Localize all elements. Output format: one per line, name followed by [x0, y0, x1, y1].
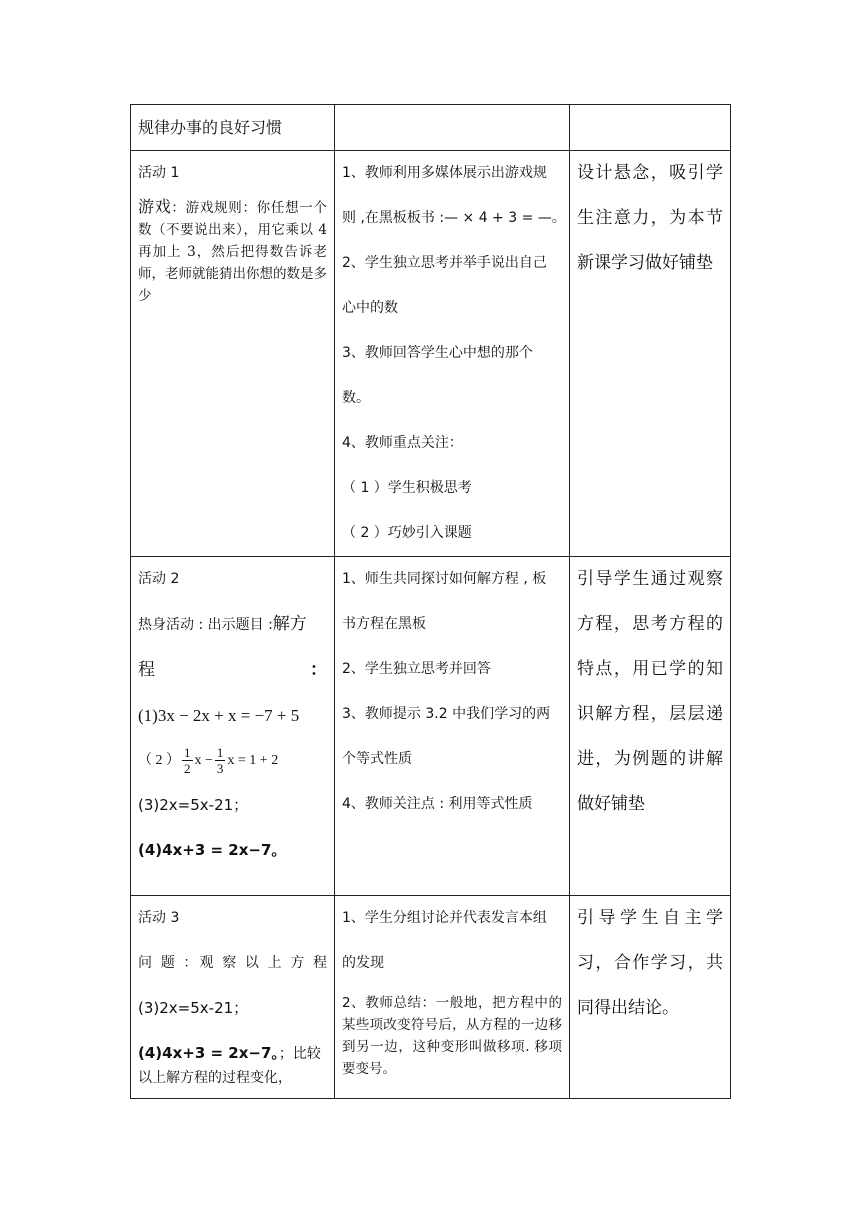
eq2-mid: x −	[194, 753, 213, 768]
task-colon: ：	[310, 660, 327, 680]
header-cell-empty	[570, 105, 731, 151]
teacher-step: 4、教师关注点 : 利用等式性质	[342, 796, 533, 812]
equation-3: (3)2x=5x-21；	[138, 999, 249, 1017]
header-topic: 规律办事的良好习惯	[138, 118, 283, 137]
eq2-suffix: x = 1 + 2	[227, 753, 279, 768]
activity1-teacher-cell	[335, 151, 570, 557]
activity2-cell	[131, 557, 335, 896]
task-word: 程	[138, 660, 230, 680]
activity3-teacher-cell	[335, 896, 570, 1099]
activity1-intent: 设计悬念，吸引学生注意力，为本节新课学习做好铺垫	[577, 163, 723, 273]
game-rules: ：游戏规则：你任想一个数（不要说出来），用它乘以 4 再加上 3，然后把得数告诉老师，老师就能猜出你想的数是多少	[138, 200, 327, 304]
teacher-step: 书方程在黑板	[342, 616, 426, 632]
teacher-step: 心中的数	[342, 300, 398, 316]
teacher-step: 2、学生独立思考并举手说出自己	[342, 255, 547, 271]
equation-3: (3)2x=5x-21；	[138, 796, 249, 814]
teacher-step: （ 1 ）学生积极思考	[342, 480, 472, 496]
activity3-intent: 引导学生自主学习，合作学习，共同得出结论。	[577, 908, 723, 1018]
teacher-step: （ 2 ）巧妙引入课题	[342, 525, 472, 541]
header-cell-topic	[131, 105, 335, 151]
activity3-compare	[138, 1041, 327, 1090]
equation-4: (4)4x+3 = 2x−7。	[138, 841, 287, 859]
header-cell-empty	[335, 105, 570, 151]
teacher-step: 1、师生共同探讨如何解方程 , 板	[342, 571, 547, 587]
activity3-question: 问 题 ：观 察 以 上 方 程	[138, 955, 327, 971]
activity1-title: 活动 1	[138, 165, 180, 181]
equation-4: (4)4x+3 = 2x−7。	[138, 1044, 279, 1062]
lesson-plan-table	[130, 104, 731, 1099]
teacher-step: 2、学生独立思考并回答	[342, 661, 491, 677]
equation-1: (1)3x − 2x + x = −7 + 5	[138, 706, 300, 725]
teacher-step: 1、学生分组讨论并代表发言本组	[342, 910, 547, 926]
teacher-step: 的发现	[342, 955, 384, 971]
fraction: $\frac{1}{2}$	[184, 745, 191, 777]
eq2-prefix: （ 2 ）	[138, 753, 180, 768]
teacher-step: 3、教师提示 3.2 中我们学习的两	[342, 706, 551, 722]
activity2-teacher-cell	[335, 557, 570, 896]
compare-text: ；比较以上解方程的过程变化，	[138, 1046, 321, 1086]
activity3-title: 活动 3	[138, 910, 180, 926]
teacher-step: 4、教师重点关注：	[342, 435, 463, 451]
teacher-summary-block	[342, 992, 562, 1080]
activity3-cell	[131, 896, 335, 1099]
teacher-summary-label: 2、教师总结：	[342, 995, 436, 1011]
teacher-step: 则 ,在黑板板书 :— × 4 + 3 = —。	[342, 210, 566, 226]
game-label: 游戏	[138, 197, 172, 216]
teacher-summary: 一般地，把方程中的某些项改变符号后，从方程的一边移到另一边，这种变形叫做移项. 移项要变号。	[342, 995, 562, 1077]
activity2-task	[138, 602, 327, 648]
activity2-task-cont	[138, 648, 327, 693]
table-row	[131, 557, 731, 896]
task-prefix: 热身活动 : 出示题目 :	[138, 617, 273, 633]
activity2-intent: 引导学生通过观察方程，思考方程的特点，用已学的知识解方程，层层递进，为例题的讲解做好铺垫	[577, 569, 723, 814]
activity1-game	[138, 196, 327, 307]
task-word: 解方	[272, 614, 307, 634]
activity1-cell	[131, 151, 335, 557]
teacher-step: 数。	[342, 390, 370, 406]
activity2-title: 活动 2	[138, 571, 180, 587]
activity3-intent-cell	[570, 896, 731, 1099]
table-row	[131, 896, 731, 1099]
fraction: $\frac{1}{3}$	[216, 745, 224, 777]
teacher-step: 1、教师利用多媒体展示出游戏规	[342, 165, 547, 181]
activity2-intent-cell	[570, 557, 731, 896]
teacher-step: 个等式性质	[342, 751, 412, 767]
teacher-step: 3、教师回答学生心中想的那个	[342, 345, 533, 361]
activity1-intent-cell	[570, 151, 731, 557]
equation-2	[138, 738, 327, 783]
table-row	[131, 105, 731, 151]
table-row	[131, 151, 731, 557]
